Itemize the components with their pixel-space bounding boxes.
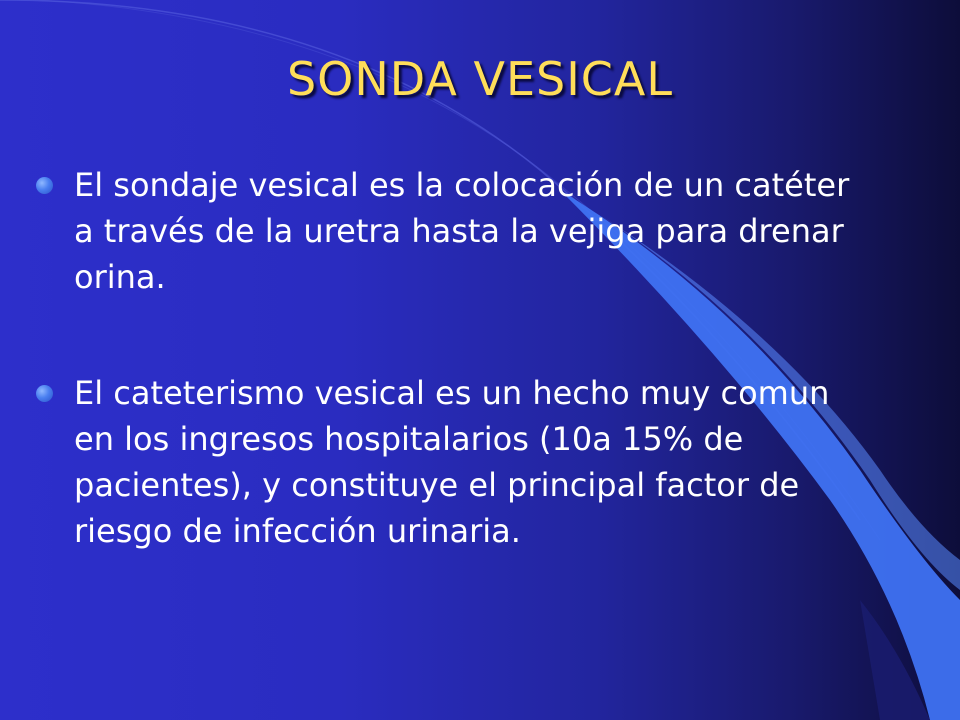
bullet-text: El sondaje vesical es la colocación de un catéter a través de la uretra hasta la vejiga para drenar orina. <box>74 166 850 296</box>
bullet-item <box>36 162 856 300</box>
bullet-item <box>36 370 856 554</box>
slide-title: SONDA VESICAL <box>286 52 674 106</box>
bullet-list <box>36 162 856 554</box>
bullet-dot-icon <box>36 385 53 402</box>
bullet-text: El cateterismo vesical es un hecho muy comun en los ingresos hospitalarios (10a 15% de pacientes), y constituye el principal factor de riesgo de infección urinaria. <box>74 374 830 550</box>
bullet-dot-icon <box>36 177 53 194</box>
